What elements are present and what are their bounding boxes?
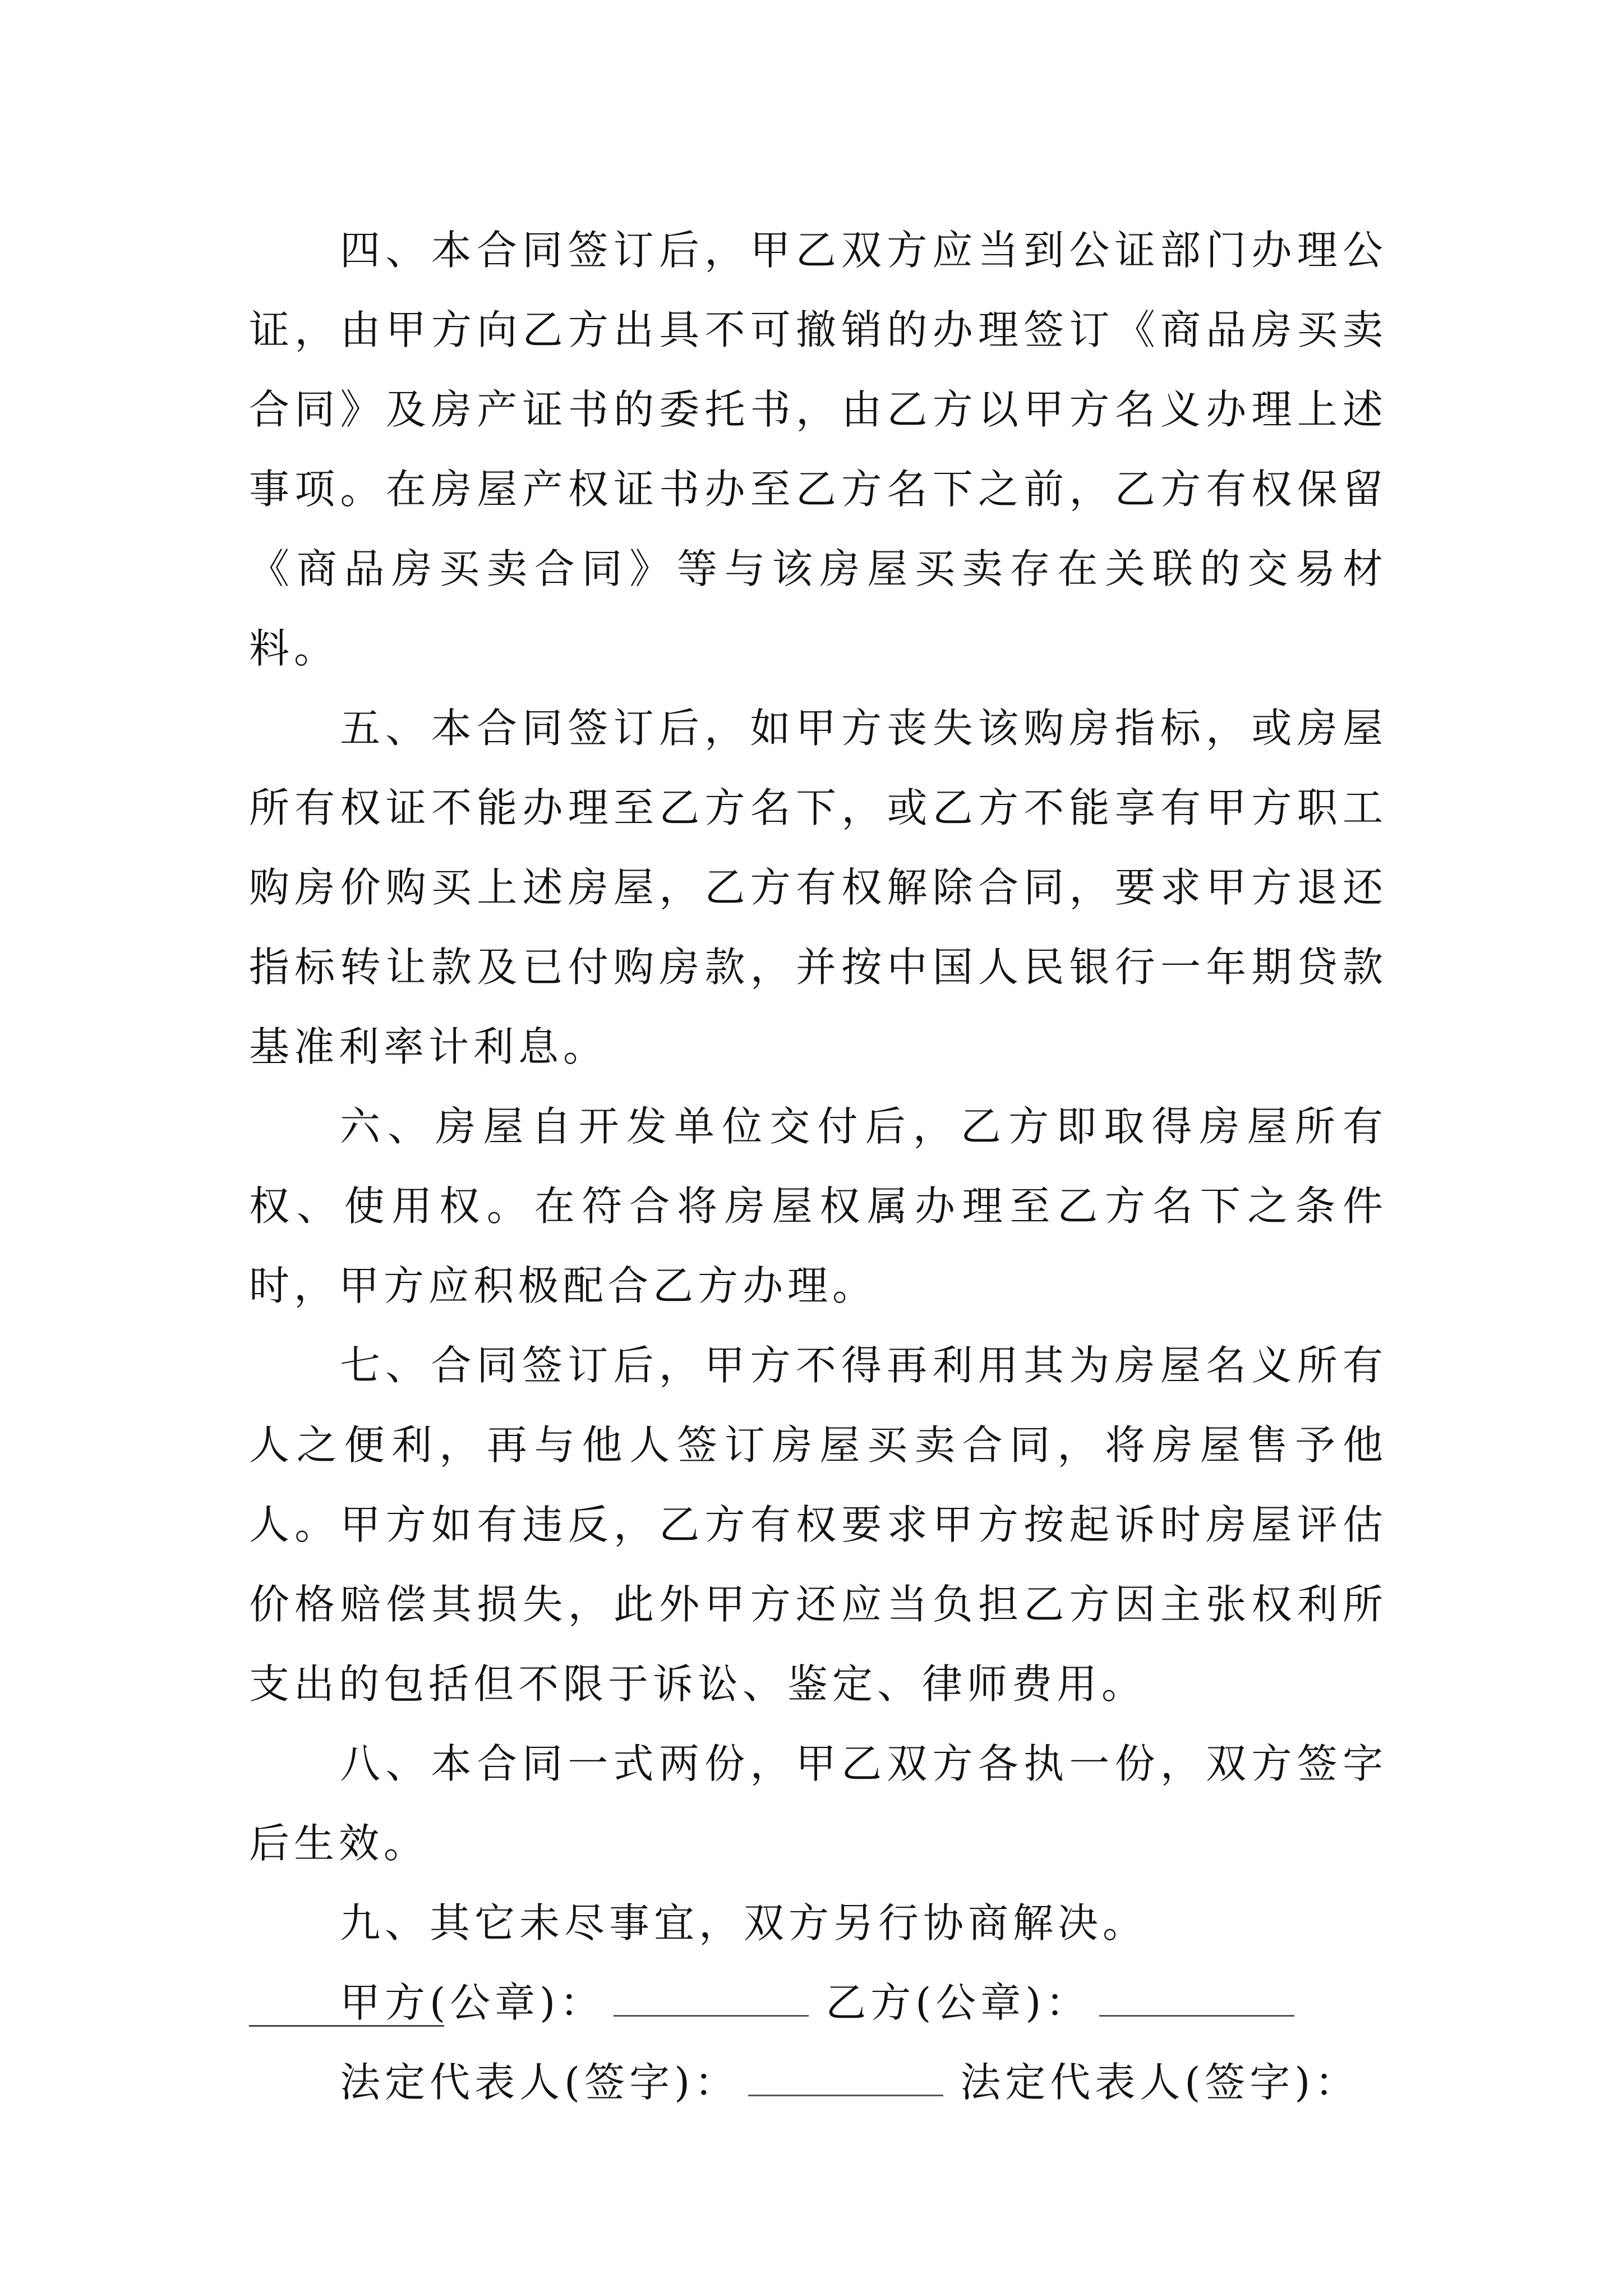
representative-signature-line [249,2042,1387,2122]
clause-4: 四、本合同签订后，甲乙双方应当到公证部门办理公证，由甲方向乙方出具不可撤销的办理签订《商品房买卖合同》及房产证书的委托书，由乙方以甲方名义办理上述事项。在房屋产权证书办至乙方名下之前，乙方有权保留《商品房买卖合同》等与该房屋买卖存在关联的交易材料。 [249,227,1387,672]
party-b-seal-blank [1099,1978,1294,2017]
party-a-rep-blank [748,2058,943,2096]
clause-7: 七、合同签订后，甲方不得再利用其为房屋名义所有人之便利，再与他人签订房屋买卖合同，将房屋售予他人。甲方如有违反，乙方有权要求甲方按起诉时房屋评估价格赔偿其损失，此外甲方还应当负担乙方因主张权利所支出的包括但不限于诉讼、鉴定、律师费用。 [249,1342,1387,1708]
clause-5: 五、本合同签订后，如甲方丧失该购房指标，或房屋所有权证不能办理至乙方名下，或乙方不能享有甲方职工购房价购买上述房屋，乙方有权解除合同，要求甲方退还指标转让款及已付购房款，并按中国人民银行一年期贷款基准利率计利息。 [249,705,1387,1070]
party-a-seal-blank [614,1978,809,2017]
party-b-seal-label: 乙方(公章)： [826,1979,1091,2026]
clause-9: 九、其它未尽事宜，双方另行协商解决。 [340,1899,1148,1947]
clause-8: 八、本合同一式两份，甲乙双方各执一份，双方签字后生效。 [249,1740,1387,1867]
party-a-seal-label: 甲方(公章)： [340,1979,605,2026]
contract-body [249,210,1387,2122]
party-b-rep-label: 法定代表人(签字)： [960,2059,1360,2106]
seal-signature-line [249,1963,1387,2042]
party-a-rep-label: 法定代表人(签字)： [340,2059,740,2106]
clause-6: 六、房屋自开发单位交付后，乙方即取得房屋所有权、使用权。在符合将房屋权属办理至乙方名下之条件时，甲方应积极配合乙方办理。 [249,1103,1387,1309]
footnote-separator [249,2025,444,2027]
